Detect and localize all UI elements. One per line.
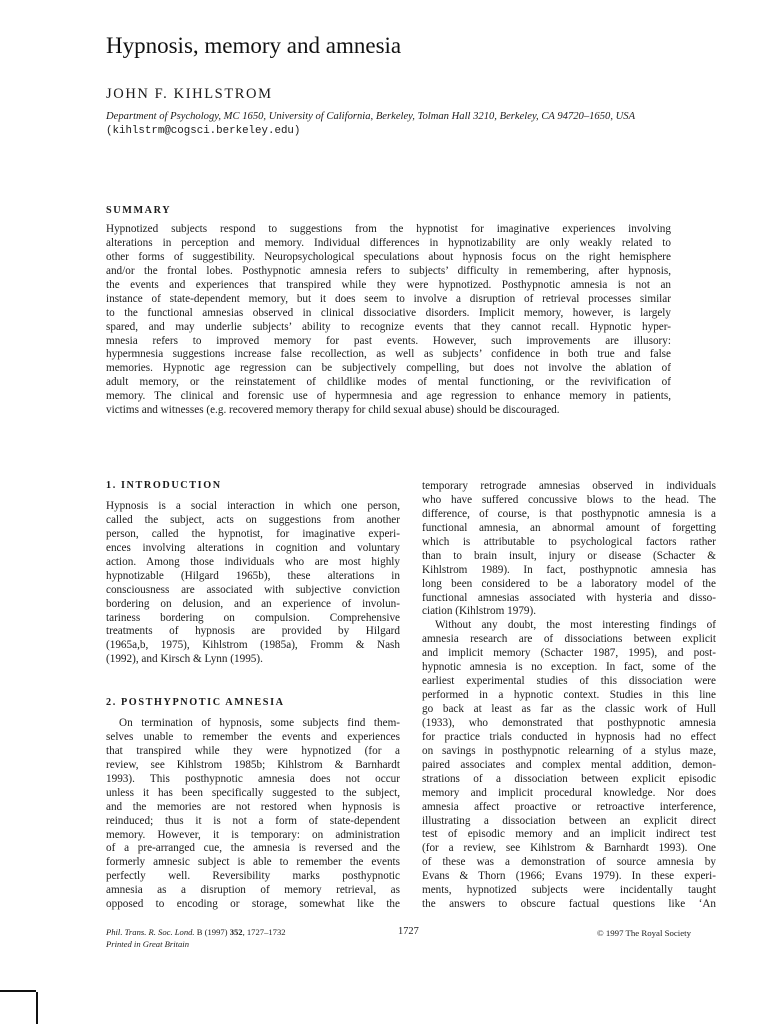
author-name: JOHN F. KIHLSTROM (106, 86, 273, 102)
summary-line: instance of state-dependent memory, but it does seem to involve a disruption of retrieval processes similar (106, 292, 671, 305)
body-line: perfectly well. Reversibility marks posthypnotic (106, 870, 400, 883)
journal-volume: 352 (229, 927, 243, 937)
body-line: and implicit memory (Schacter 1987, 1995), and post- (422, 647, 716, 660)
posthypnotic-paragraph (106, 717, 400, 912)
body-line: formerly amnesic subject is able to remember the events (106, 856, 400, 869)
body-line: memory and implicit procedural knowledge. Nor does (422, 786, 716, 799)
summary-line: memories. Hypnotic age regression can be subjectively compelling, but does not involve the ablation of (106, 362, 671, 375)
body-line: person, called the hypnotist, for imaginative experi- (106, 527, 400, 540)
body-line: of these was a demonstration of source amnesia by (422, 856, 716, 869)
body-line: Hypnosis is a social interaction in which one person, (106, 500, 400, 512)
summary-line: memory. The clinical and forensic use of hypermnesia and age regression to enhance memory in patients, (106, 390, 671, 403)
page-number: 1727 (398, 926, 419, 937)
body-line: memory. However, it is temporary: on administration (106, 828, 400, 841)
body-line: called the subject, acts on suggestions from another (106, 513, 400, 526)
crop-mark-horizontal (0, 990, 36, 992)
body-line: long been considered to be a laboratory model of the (422, 577, 716, 590)
article-title: Hypnosis, memory and amnesia (106, 33, 402, 58)
summary-line: hypermnesia suggestions increase false recollection, as well as subjects’ confidence in both true and false (106, 348, 671, 361)
body-line: hypnotic amnesia is no exception. In fact, some of the (422, 661, 716, 674)
journal-series: B (1997) (196, 927, 228, 937)
summary-paragraph (106, 223, 671, 418)
section-heading-introduction: 1. INTRODUCTION (106, 480, 222, 491)
summary-line: the events and experiences that transpired while they were hypnotized. Posthypnotic amnesia is not an (106, 278, 671, 291)
body-line: opposed to encoding or storage, somewhat like the (106, 898, 400, 911)
body-line: hypnotizable (Hilgard 1965b), these alterations in (106, 569, 400, 582)
summary-line: Hypnotized subjects respond to suggestions from the hypnotist for imaginative experiences involving (106, 223, 671, 235)
body-line: ments, hypnotized subjects were incidentally taught (422, 884, 716, 897)
body-line: on savings in posthypnotic relearning of a stylus maze, (422, 744, 716, 757)
body-line: Evans & Thorn (1966; Evans 1979). In these experi- (422, 870, 716, 883)
body-line: who have suffered concussive blows to the head. The (422, 493, 716, 506)
summary-line: alterations in perception and memory. Individual differences in hypnotizability are only weakly related to (106, 236, 671, 249)
body-line: paired associates and complex mental addition, demon- (422, 758, 716, 771)
right-column-text (422, 480, 716, 912)
body-line: ences involving alterations in cognition and voluntary (106, 541, 400, 554)
body-line: strations of a dissociation between explicit episodic (422, 772, 716, 785)
body-line: temporary retrograde amnesias observed in individuals (422, 480, 716, 492)
body-line: treatments of hypnosis are provided by Hilgard (106, 625, 400, 638)
summary-line: and/or the frontal lobes. Posthypnotic amnesia refers to subjects’ difficulty in remembering, after hypnosis, (106, 264, 671, 277)
body-line: functional amnesias associated with hysteria and disso- (422, 591, 716, 604)
body-line: bordering on delusion, and an experience of involun- (106, 597, 400, 610)
crop-mark-vertical (36, 992, 38, 1024)
copyright-notice: © 1997 The Royal Society (597, 928, 691, 938)
body-line: functional amnesia, an abnormal amount of forgetting (422, 521, 716, 534)
summary-line: victims and witnesses (e.g. recovered memory therapy for child sexual abuse) should be discouraged. (106, 404, 560, 417)
journal-pages: , 1727–1732 (242, 927, 286, 937)
body-line: Kihlstrom 1989). In fact, posthypnotic amnesia has (422, 563, 716, 576)
body-line: illustrating a dissociation between an explicit direct (422, 814, 716, 827)
body-line: selves unable to remember the events and experiences (106, 730, 400, 743)
introduction-paragraph (106, 500, 400, 667)
body-line: amnesia research are of dissociations between explicit (422, 633, 716, 646)
body-line: Without any doubt, the most interesting findings of (435, 619, 716, 632)
summary-line: adult memory, or the reinstatement of childlike modes of mental functioning, or the revivification of (106, 376, 671, 389)
body-line: On termination of hypnosis, some subjects find them- (119, 717, 400, 729)
body-line: (for a review, see Kihlstrom & Barnhardt 1993). One (422, 842, 716, 855)
body-line: test of episodic memory and an implicit indirect test (422, 828, 716, 841)
printed-notice: Printed in Great Britain (106, 939, 189, 949)
summary-line: spared, and may underlie subjects’ ability to recognize events that they cannot recall. Hypnotic hyper- (106, 320, 671, 333)
body-line: amnesia as a disruption of memory retrieval, as (106, 884, 400, 897)
body-line: that transpired while they were hypnotized (for a (106, 744, 400, 757)
section-heading-posthypnotic-amnesia: 2. POSTHYPNOTIC AMNESIA (106, 697, 285, 708)
body-line: the answers to obscure factual questions like ‘An (422, 898, 716, 911)
summary-heading: SUMMARY (106, 205, 172, 216)
body-line: difference, of course, is that posthypnotic amnesia is a (422, 507, 716, 520)
body-line: 1993). This posthypnotic amnesia does not occur (106, 772, 400, 785)
author-affiliation: Department of Psychology, MC 1650, University of California, Berkeley, Tolman Hall 3210, Berkeley, CA 94720–1650, USA (106, 111, 636, 122)
body-line: consciousness are associated with subjective conviction (106, 583, 400, 596)
summary-line: to the functional amnesias observed in clinical dissociative disorders. Implicit memory, however, is largely (106, 306, 671, 319)
body-line: review, see Kihlstrom 1985b; Kihlstrom & Barnhardt (106, 758, 400, 771)
body-line: ciation (Kihlstrom 1979). (422, 605, 537, 618)
journal-name: Phil. Trans. R. Soc. Lond. (106, 927, 195, 937)
body-line: tariness bordering on compulsion. Comprehensive (106, 611, 400, 624)
body-line: earliest experimental studies of this dissociation were (422, 675, 716, 688)
body-line: of a pre-arranged cue, the amnesia is reversed and the (106, 842, 400, 855)
body-line: (1992), and Kirsch & Lynn (1995). (106, 653, 263, 666)
summary-line: mnesia refers to improved memory for past events. However, such improvements are illusory: (106, 334, 671, 347)
body-line: go back at least as far as the classic work of Hull (422, 703, 716, 715)
body-line: than to brain insult, injury or disease (Schacter & (422, 549, 716, 562)
journal-citation (106, 927, 286, 938)
summary-line: other forms of suggestibility. Neuropsychological speculations about hypnosis focus on the right hemisphere (106, 250, 671, 263)
body-line: performed in a hypnotic context. Studies in this line (422, 689, 716, 702)
body-line: for practice trials conducted in hypnosis had no effect (422, 730, 716, 743)
body-line: and the memories are not restored when hypnosis is (106, 800, 400, 813)
body-line: action. Among those individuals who are most highly (106, 555, 400, 568)
body-line: amnesia affect proactive or retroactive interference, (422, 800, 716, 813)
body-line: which is attributable to psychological factors rather (422, 535, 716, 548)
body-line: reinduced; thus it is not a form of state-dependent (106, 814, 400, 827)
author-email: (kihlstrm@cogsci.berkeley.edu) (106, 125, 301, 137)
body-line: (1965a,b, 1975), Kihlstrom (1985a), Fromm & Nash (106, 639, 400, 652)
body-line: unless it has been specifically suggested to the subject, (106, 786, 400, 799)
body-line: (1933), who demonstrated that posthypnotic amnesia (422, 716, 716, 729)
